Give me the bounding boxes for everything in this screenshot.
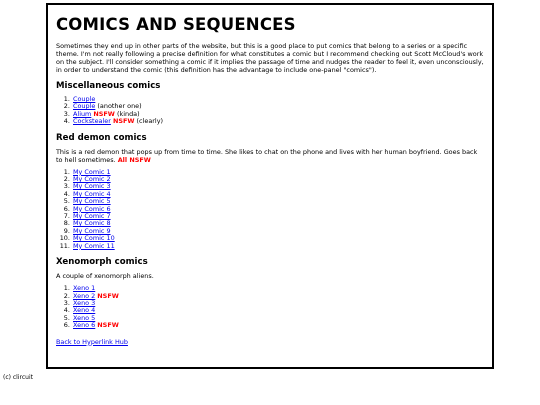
list-item — [72, 307, 484, 314]
list-item — [72, 285, 484, 292]
page-title: COMICS AND SEQUENCES — [56, 15, 296, 34]
nsfw-badge: NSFW — [112, 117, 135, 126]
misc-link-couple-2[interactable]: Couple — [73, 102, 96, 111]
list-item — [72, 300, 484, 307]
misc-list — [56, 96, 484, 126]
xeno-link[interactable]: Xeno 2 — [73, 291, 96, 300]
red-demon-comic-link[interactable]: My Comic 6 — [73, 204, 111, 213]
misc-link-couple[interactable]: Couple — [73, 95, 96, 103]
red-demon-comic-link[interactable]: My Comic 1 — [73, 167, 111, 176]
xenomorph-heading: Xenomorph comics — [56, 257, 148, 268]
nsfw-badge: All NSFW — [117, 155, 151, 164]
red-demon-comic-link[interactable]: My Comic 9 — [73, 226, 111, 235]
list-item — [72, 243, 484, 250]
list-item — [72, 198, 484, 205]
list-item — [72, 235, 484, 242]
red-demon-list — [56, 169, 484, 250]
misc-link-alium[interactable]: Alium — [73, 109, 92, 118]
list-item — [72, 118, 484, 125]
xeno-link[interactable]: Xeno 5 — [73, 313, 96, 322]
red-demon-comic-link[interactable]: My Comic 4 — [73, 189, 111, 198]
list-item — [72, 293, 484, 300]
misc-link-cockstealer[interactable]: Cockstealer — [73, 117, 111, 126]
xeno-link[interactable]: Xeno 6 — [73, 321, 96, 330]
red-demon-comic-link[interactable]: My Comic 3 — [73, 182, 111, 191]
nsfw-badge: NSFW — [97, 321, 119, 330]
list-item — [72, 176, 484, 183]
list-item — [72, 315, 484, 322]
xeno-link[interactable]: Xeno 4 — [73, 306, 96, 315]
list-item — [72, 191, 484, 198]
item-note: (clearly) — [136, 117, 164, 126]
red-demon-description — [56, 148, 484, 164]
list-item — [72, 169, 484, 176]
list-item — [72, 322, 484, 329]
red-demon-comic-link[interactable]: My Comic 11 — [73, 241, 115, 250]
list-item — [72, 213, 484, 220]
copyright-footer: (c) clircuit — [3, 374, 33, 381]
list-item — [72, 206, 484, 213]
list-item — [72, 183, 484, 190]
content-frame — [46, 3, 494, 369]
list-item — [72, 228, 484, 235]
xeno-link[interactable]: Xeno 3 — [73, 298, 96, 307]
red-demon-comic-link[interactable]: My Comic 10 — [73, 234, 115, 243]
xenomorph-description: A couple of xenomorph aliens. — [56, 272, 154, 281]
xenomorph-list — [56, 285, 484, 329]
red-demon-comic-link[interactable]: My Comic 7 — [73, 212, 111, 221]
intro-text: Sometimes they end up in other parts of the website, but this is a good place to put comics that belong to a series or a specific theme. I'm not really following a precise definition for what constitutes a comic but I recommend checking out Scott McCloud's work on the subject. I'll consider something a comic if it implies the passage of time and nudges the reader to feel it, even unconsciously, in order to understand the comic (this definition has the advantage to include one-panel "comics"). — [56, 42, 484, 74]
item-note: (kinda) — [116, 109, 140, 118]
red-demon-comic-link[interactable]: My Comic 2 — [73, 175, 111, 184]
back-to-hub-link[interactable]: Back to Hyperlink Hub — [56, 337, 128, 346]
nsfw-badge: NSFW — [97, 291, 119, 300]
red-demon-comic-link[interactable]: My Comic 8 — [73, 219, 111, 228]
item-note: (another one) — [97, 102, 142, 111]
red-demon-text: This is a red demon that pops up from time to time. She likes to chat on the phone and lives with her human boyfriend. Goes back to hell sometimes. — [56, 147, 478, 164]
red-demon-comic-link[interactable]: My Comic 5 — [73, 197, 111, 206]
red-demon-heading: Red demon comics — [56, 132, 147, 143]
misc-heading: Miscellaneous comics — [56, 81, 161, 91]
list-item — [72, 220, 484, 227]
nsfw-badge: NSFW — [93, 109, 115, 118]
xeno-link[interactable]: Xeno 1 — [73, 284, 96, 293]
